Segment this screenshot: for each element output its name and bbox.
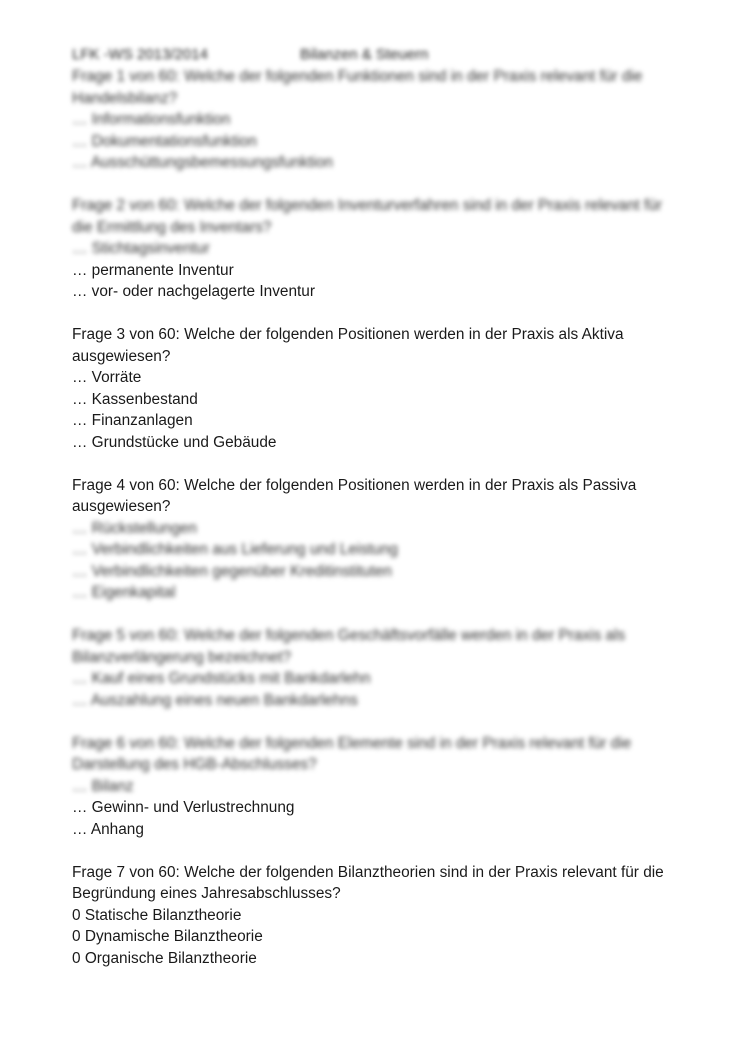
answer-option: … Kauf eines Grundstücks mit Bankdarlehn	[72, 670, 371, 687]
question-text: Frage 1 von 60: Welche der folgenden Funktionen sind in der Praxis relevant für die Handelsbilanz?	[72, 68, 643, 107]
answer-option: 0 Dynamische Bilanztheorie	[72, 928, 263, 945]
answer-option: … Gewinn- und Verlustrechnung	[72, 799, 295, 816]
answer-option: … permanente Inventur	[72, 261, 234, 279]
document-page	[72, 44, 682, 969]
question-1	[72, 66, 682, 174]
answer-option: … Auszahlung eines neuen Bankdarlehns	[72, 691, 358, 709]
question-text: Frage 5 von 60: Welche der folgenden Geschäftsvorfälle werden in der Praxis als Bilanzverlängerung bezeichnet?	[72, 627, 626, 666]
answer-option: … Eigenkapital	[72, 584, 176, 601]
answer-option: … Bilanz	[72, 777, 134, 795]
answer-option: … vor- oder nachgelagerte Inventur	[72, 283, 315, 300]
question-text: Frage 4 von 60: Welche der folgenden Positionen werden in der Praxis als Passiva ausgewiesen?	[72, 476, 637, 515]
question-7	[72, 862, 682, 970]
answer-option: … Verbindlichkeiten aus Lieferung und Leistung	[72, 541, 398, 558]
answer-option: … Verbindlichkeiten gegenüber Kreditinstituten	[72, 562, 392, 580]
document-header	[72, 44, 682, 66]
answer-option: 0 Organische Bilanztheorie	[72, 949, 257, 967]
question-3	[72, 324, 682, 453]
question-2	[72, 195, 682, 303]
question-6	[72, 733, 682, 841]
question-text: Frage 6 von 60: Welche der folgenden Elemente sind in der Praxis relevant für die Darstellung des HGB-Abschlusses?	[72, 734, 632, 773]
answer-option: … Finanzanlagen	[72, 412, 193, 429]
answer-option: … Ausschüttungsbemessungsfunktion	[72, 154, 333, 171]
answer-option: … Grundstücke und Gebäude	[72, 433, 277, 451]
question-text: Frage 7 von 60: Welche der folgenden Bilanztheorien sind in der Praxis relevant für die Begründung eines Jahresabschlusses?	[72, 863, 664, 902]
answer-option: … Anhang	[72, 820, 144, 838]
answer-option: … Dokumentationsfunktion	[72, 132, 257, 150]
course-label: LFK -WS 2013/2014	[72, 46, 208, 63]
answer-option: … Vorräte	[72, 369, 142, 386]
subject-label: Bilanzen & Steuern	[300, 46, 429, 63]
question-4	[72, 475, 682, 604]
answer-option: … Rückstellungen	[72, 519, 197, 537]
answer-option: … Informationsfunktion	[72, 111, 231, 128]
question-5	[72, 625, 682, 711]
answer-option: … Kassenbestand	[72, 390, 198, 408]
question-text: Frage 3 von 60: Welche der folgenden Positionen werden in der Praxis als Aktiva ausgewiesen?	[72, 326, 624, 365]
question-text: Frage 2 von 60: Welche der folgenden Inventurverfahren sind in der Praxis relevant für die Ermittlung des Inventars?	[72, 197, 663, 236]
answer-option: 0 Statische Bilanztheorie	[72, 906, 242, 924]
answer-option: … Stichtagsinventur	[72, 240, 210, 257]
